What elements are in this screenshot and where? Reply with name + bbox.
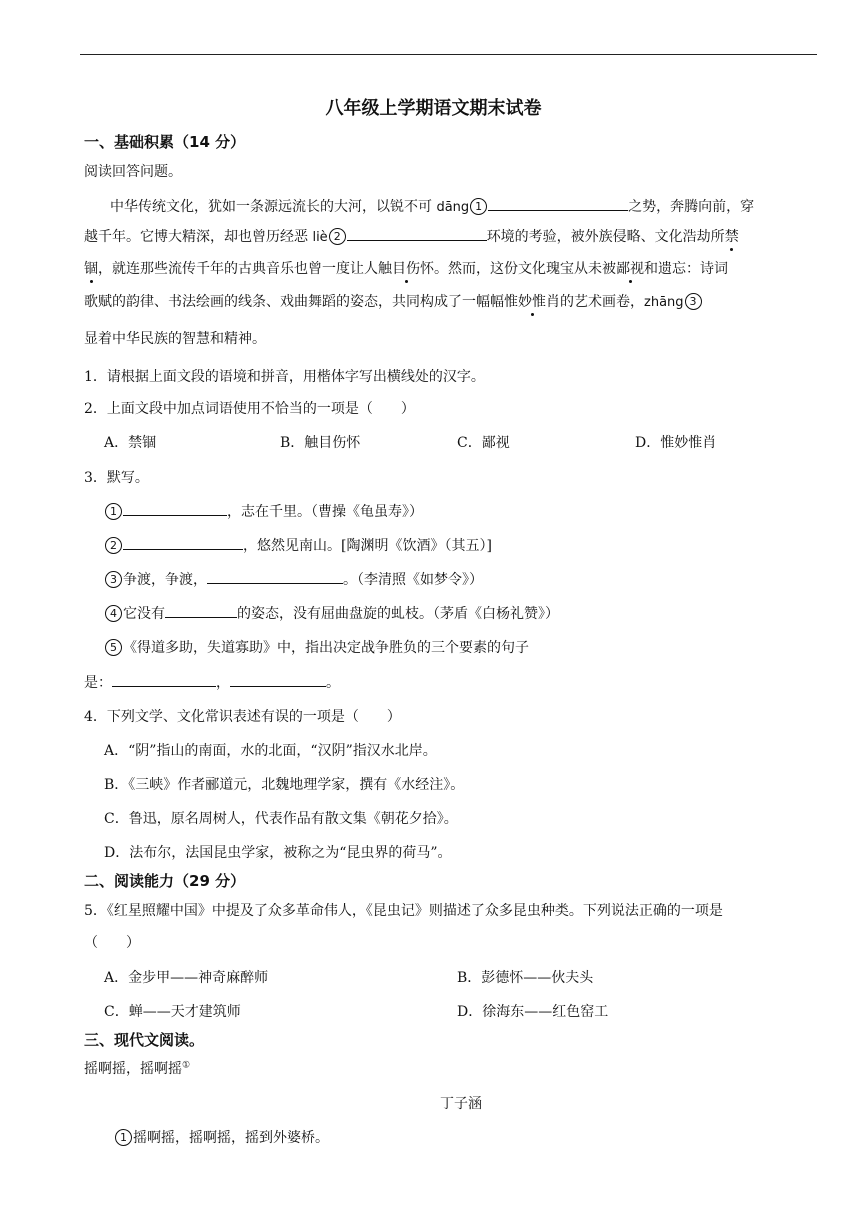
dotted-word: 禁 (725, 226, 739, 246)
q3-item-2 (104, 535, 492, 555)
dotted-word: 惟妙惟肖 (504, 291, 560, 311)
circled-number: 2 (329, 228, 346, 245)
dotted-word: 鄙视 (616, 258, 644, 278)
answer-blank[interactable] (123, 501, 227, 516)
circled-number: 2 (105, 537, 122, 554)
q5-option-a[interactable]: A．金步甲——神奇麻醉师 (104, 970, 269, 986)
passage-text: 。然而，这份文化瑰宝从未被 (434, 261, 616, 277)
question-5-paren: （ ） (84, 935, 140, 951)
answer-blank[interactable] (488, 196, 628, 211)
page-title: 八年级上学期语文期末试卷 (325, 98, 542, 119)
section-heading-1: 一、基础积累（14 分） (84, 133, 246, 151)
pinyin: zhāng (644, 295, 684, 310)
poem-author: 丁子涵 (440, 1096, 482, 1112)
passage-line-1 (110, 196, 754, 216)
q5-option-d[interactable]: D．徐海东——红色窑工 (457, 1004, 609, 1020)
q2-option-a[interactable]: A．禁锢 (104, 435, 157, 451)
q2-option-c[interactable]: C．鄙视 (457, 435, 510, 451)
passage-text: ，就连那些流传千年的古典音乐也曾一度让人 (98, 261, 378, 277)
passage-line-4 (84, 291, 703, 311)
item-text: ，悠然见南山。[陶渊明《饮酒》（其五）] (243, 538, 492, 554)
q3-item-4 (104, 603, 559, 623)
pinyin: dāng (436, 200, 470, 215)
q2-option-d[interactable]: D．惟妙惟肖 (635, 435, 717, 451)
question-1: 1．请根据上面文段的语境和拼音，用楷体字写出横线处的汉字。 (84, 369, 485, 385)
circled-number: 3 (105, 571, 122, 588)
passage-line-5: 显着中华民族的智慧和精神。 (84, 331, 266, 347)
item-text: ， (216, 675, 230, 691)
answer-blank[interactable] (207, 569, 343, 584)
q5-option-b[interactable]: B．彭德怀——伙夫头 (457, 970, 594, 986)
q4-option-c[interactable]: C．鲁迅，原名周树人，代表作品有散文集《朝花夕拾》。 (104, 811, 458, 827)
passage-text: 和遗忘：诗词 (644, 261, 728, 277)
q3-item-1 (104, 501, 423, 521)
poem-title (84, 1058, 190, 1078)
poem-title-text: 摇啊摇，摇啊摇 (84, 1061, 182, 1077)
footnote-mark: ① (182, 1060, 191, 1071)
section-heading-2: 二、阅读能力（29 分） (84, 872, 246, 890)
dotted-word: 触目伤怀 (378, 258, 434, 278)
header-rule (80, 54, 817, 55)
q2-option-b[interactable]: B．触目伤怀 (280, 435, 361, 451)
circled-number: 1 (115, 1129, 132, 1146)
section-heading-3: 三、现代文阅读。 (84, 1031, 205, 1049)
q3-item-5 (104, 637, 529, 657)
circled-number: 5 (105, 639, 122, 656)
q4-option-b[interactable]: B．《三峡》作者郦道元，北魏地理学家，撰有《水经注》。 (104, 777, 465, 793)
q3-item-3 (104, 569, 483, 589)
passage-text: 的艺术画卷， (560, 294, 644, 310)
passage-line-3 (84, 258, 728, 278)
q3-item-5-answer (84, 672, 340, 692)
item-text: 它没有 (123, 606, 165, 622)
passage-text: 之势，奔腾向前，穿 (628, 199, 755, 215)
passage-text: 中华传统文化，犹如一条源远流长的大河，以锐不可 (110, 199, 432, 215)
answer-blank[interactable] (230, 672, 326, 687)
pinyin: liè (312, 230, 328, 245)
poem-paragraph-1 (114, 1127, 329, 1147)
circled-number: 4 (105, 605, 122, 622)
question-4: 4．下列文学、文化常识表述有误的一项是（ ） (84, 709, 401, 725)
item-text: ，志在千里。（曹操《龟虽寿》） (227, 504, 423, 520)
item-text: 。（李清照《如梦令》） (343, 572, 483, 588)
circled-number: 1 (105, 503, 122, 520)
item-text: 《得道多助，失道寡助》中，指出决定战争胜负的三个要素的句子 (123, 640, 529, 656)
answer-blank[interactable] (123, 535, 243, 550)
passage-text: 越千年。它博大精深，却也曾历经恶 (84, 229, 308, 245)
passage-line-2 (84, 226, 739, 246)
question-3: 3．默写。 (84, 470, 149, 486)
q5-option-c[interactable]: C．蝉——天才建筑师 (104, 1004, 241, 1020)
passage-text: 环境的考验，被外族侵略、文化浩劫所 (486, 229, 725, 245)
item-text: 的姿态，没有屈曲盘旋的虬枝。（茅盾《白杨礼赞》） (237, 606, 559, 622)
item-text: 争渡，争渡， (123, 572, 207, 588)
answer-blank[interactable] (347, 226, 487, 241)
section-intro: 阅读回答问题。 (84, 164, 182, 180)
item-text: 是： (84, 675, 112, 691)
dotted-word: 锢 (84, 258, 98, 278)
q4-option-a[interactable]: A．“阴”指山的南面，水的北面，“汉阴”指汉水北岸。 (104, 743, 437, 759)
answer-blank[interactable] (165, 603, 237, 618)
answer-blank[interactable] (112, 672, 216, 687)
question-2: 2．上面文段中加点词语使用不恰当的一项是（ ） (84, 401, 415, 417)
question-5: 5．《红星照耀中国》中提及了众多革命伟人，《昆虫记》则描述了众多昆虫种类。下列说法正确的一项是 (84, 903, 723, 919)
q4-option-d[interactable]: D．法布尔，法国昆虫学家，被称之为“昆虫界的荷马”。 (104, 845, 452, 861)
circled-number: 3 (685, 293, 702, 310)
passage-text: 歌赋的韵律、书法绘画的线条、戏曲舞蹈的姿态，共同构成了一幅幅 (84, 294, 504, 310)
paragraph-text: 摇啊摇，摇啊摇，摇到外婆桥。 (133, 1130, 329, 1146)
item-text: 。 (326, 675, 340, 691)
circled-number: 1 (470, 198, 487, 215)
